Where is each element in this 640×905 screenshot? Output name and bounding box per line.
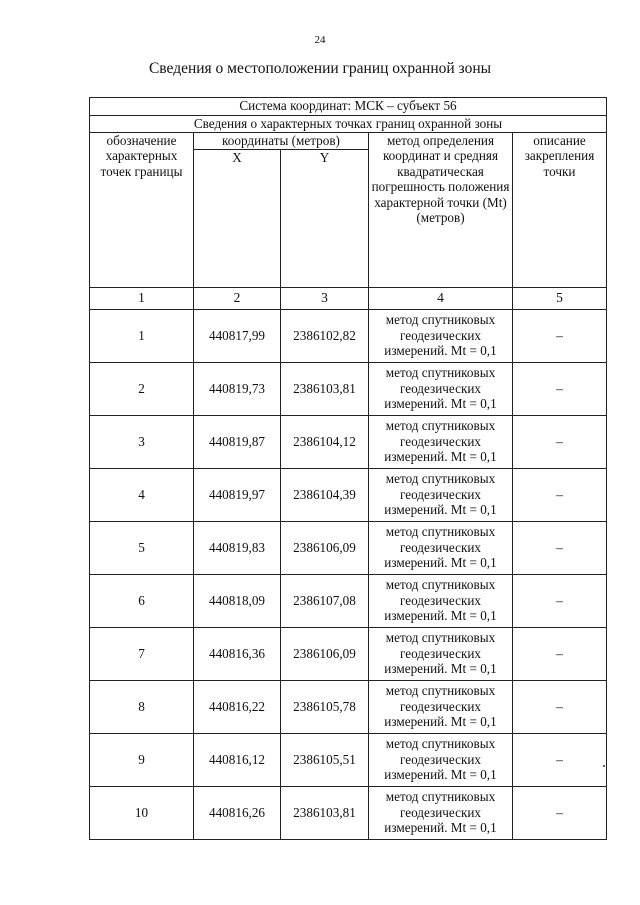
x-coordinate-cell: 440819,87 [194,415,281,468]
fixing-cell: – [513,521,607,574]
method-cell: метод спутниковых геодезических измерений. Mt = 0,1 [369,786,513,839]
point-cell: 8 [90,680,194,733]
method-cell: метод спутниковых геодезических измерений. Mt = 0,1 [369,733,513,786]
point-cell: 1 [90,309,194,362]
header-designation: обозначение характерных точек границы [90,132,194,287]
fixing-cell: – [513,309,607,362]
method-cell: метод спутниковых геодезических измерений. Mt = 0,1 [369,309,513,362]
method-cell: метод спутниковых геодезических измерений. Mt = 0,1 [369,468,513,521]
x-coordinate-cell: 440819,73 [194,362,281,415]
y-coordinate-cell: 2386105,78 [281,680,369,733]
point-cell: 6 [90,574,194,627]
point-cell: 3 [90,415,194,468]
y-coordinate-cell: 2386104,12 [281,415,369,468]
method-cell: метод спутниковых геодезических измерений. Mt = 0,1 [369,362,513,415]
fixing-cell: – [513,733,607,786]
scan-speck [603,765,605,767]
method-cell: метод спутниковых геодезических измерений. Mt = 0,1 [369,627,513,680]
column-number: 5 [513,287,607,309]
table-row [90,786,607,839]
method-cell: метод спутниковых геодезических измерений. Mt = 0,1 [369,680,513,733]
fixing-cell: – [513,786,607,839]
x-coordinate-cell: 440818,09 [194,574,281,627]
point-cell: 10 [90,786,194,839]
coordinate-system-banner: Система координат: МСК – субъект 56 [90,98,607,116]
fixing-cell: – [513,415,607,468]
column-number-row [90,287,607,309]
x-coordinate-cell: 440819,83 [194,521,281,574]
y-coordinate-cell: 2386106,09 [281,521,369,574]
x-coordinate-cell: 440816,12 [194,733,281,786]
header-coordinates: координаты (метров) [194,132,369,149]
header-y: Y [281,149,369,287]
fixing-cell: – [513,362,607,415]
column-number: 2 [194,287,281,309]
column-number: 1 [90,287,194,309]
point-cell: 2 [90,362,194,415]
table-row [90,362,607,415]
x-coordinate-cell: 440817,99 [194,309,281,362]
table-row [90,309,607,362]
table-row [90,521,607,574]
table-row [90,680,607,733]
boundary-points-table [89,97,607,840]
header-x: X [194,149,281,287]
section-title-banner: Сведения о характерных точках границ охранной зоны [90,116,607,133]
x-coordinate-cell: 440816,36 [194,627,281,680]
fixing-cell: – [513,680,607,733]
y-coordinate-cell: 2386102,82 [281,309,369,362]
column-number: 3 [281,287,369,309]
y-coordinate-cell: 2386106,09 [281,627,369,680]
method-cell: метод спутниковых геодезических измерений. Mt = 0,1 [369,521,513,574]
method-cell: метод спутниковых геодезических измерений. Mt = 0,1 [369,415,513,468]
header-fixing: описание закрепления точки [513,132,607,287]
page-number: 24 [314,34,326,46]
fixing-cell: – [513,627,607,680]
table-row [90,627,607,680]
y-coordinate-cell: 2386105,51 [281,733,369,786]
fixing-cell: – [513,468,607,521]
x-coordinate-cell: 440816,26 [194,786,281,839]
y-coordinate-cell: 2386103,81 [281,362,369,415]
document-title: Сведения о местоположении границ охранной зоны [148,60,492,77]
fixing-cell: – [513,574,607,627]
table-row [90,733,607,786]
y-coordinate-cell: 2386107,08 [281,574,369,627]
x-coordinate-cell: 440819,97 [194,468,281,521]
x-coordinate-cell: 440816,22 [194,680,281,733]
table-row [90,574,607,627]
method-cell: метод спутниковых геодезических измерений. Mt = 0,1 [369,574,513,627]
point-cell: 9 [90,733,194,786]
y-coordinate-cell: 2386104,39 [281,468,369,521]
point-cell: 7 [90,627,194,680]
column-number: 4 [369,287,513,309]
table-row [90,415,607,468]
y-coordinate-cell: 2386103,81 [281,786,369,839]
table-row [90,468,607,521]
point-cell: 5 [90,521,194,574]
header-method: метод определения координат и средняя квадратическая погрешность положения характерной точки (Mt) (метров) [369,132,513,287]
point-cell: 4 [90,468,194,521]
